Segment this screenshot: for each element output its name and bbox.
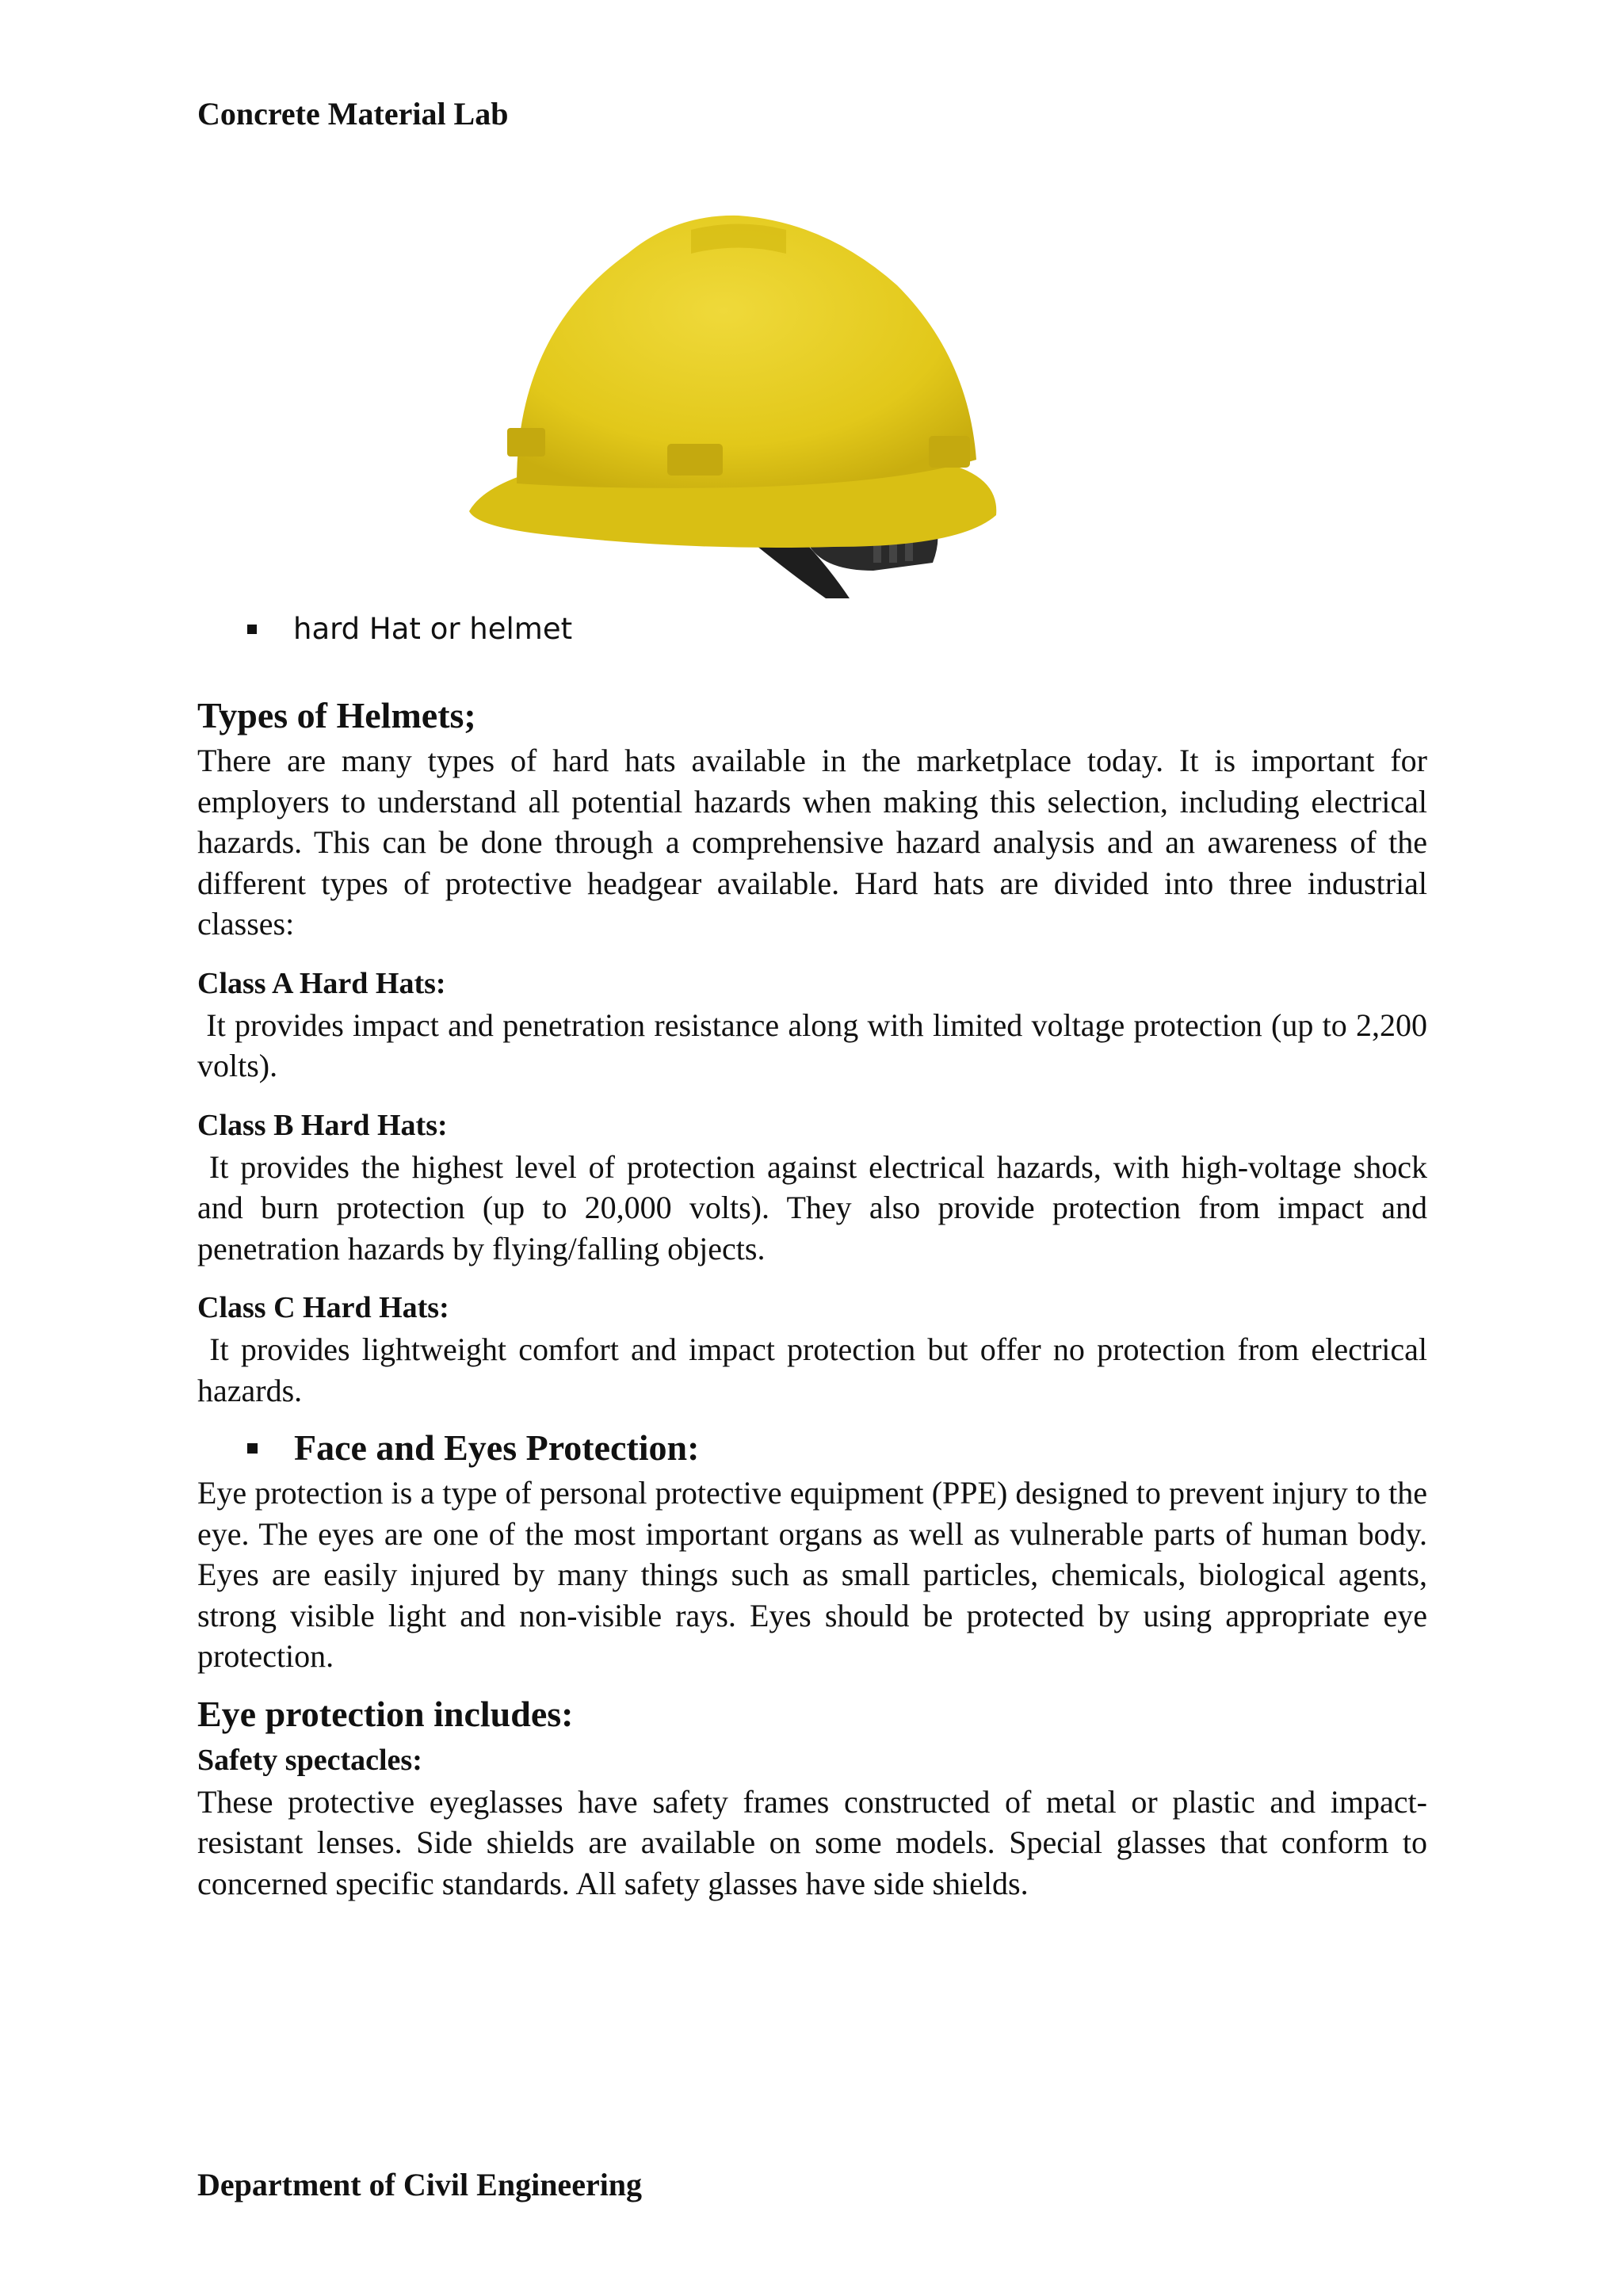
class-c-title: Class C Hard Hats: [197, 1291, 449, 1324]
types-intro-paragraph: There are many types of hard hats available in the marketplace today. It is important for employers to understand all potential hazards when making this selection, including electrical hazards. This can be done through a comprehensive hazard analysis and an awareness of the different types of protective headgear available. Hard hats are divided into three industrial classes: [197, 743, 1427, 942]
page-header: Concrete Material Lab [197, 96, 509, 132]
caption-text: hard Hat or helmet [293, 612, 573, 646]
class-c-text: It provides lightweight comfort and impact protection but offer no protection from electrical hazards. [197, 1331, 1427, 1408]
square-bullet-icon [247, 1443, 258, 1454]
class-b-title: Class B Hard Hats: [197, 1108, 448, 1142]
class-a-text: It provides impact and penetration resistance along with limited voltage protection (up to 2,200 volts). [197, 1007, 1428, 1083]
hard-hat-image [453, 198, 1000, 610]
face-eyes-heading-text: Face and Eyes Protection: [294, 1427, 700, 1468]
safety-spectacles-title: Safety spectacles: [197, 1743, 422, 1777]
square-bullet-icon [247, 625, 257, 634]
safety-spectacles-text: These protective eyeglasses have safety frames constructed of metal or plastic and impact-resistant lenses. Side shields are available on some models. Special glasses that conform to concerned specific standards. All safety glasses have side shields. [197, 1783, 1427, 1901]
types-of-helmets-heading: Types of Helmets; [197, 695, 476, 735]
face-eyes-heading [247, 1423, 1427, 1473]
helmet-caption [247, 612, 572, 646]
eye-protection-heading: Eye protection includes: [197, 1693, 574, 1734]
class-b-text: It provides the highest level of protection against electrical hazards, with high-voltage shock and burn protection (up to 20,000 volts). They also provide protection from impact and penetration hazards by flying/falling objects. [197, 1148, 1427, 1266]
class-a-title: Class A Hard Hats: [197, 966, 446, 1000]
main-content [197, 691, 1427, 1904]
page-footer: Department of Civil Engineering [197, 2167, 643, 2202]
helmet-shell [517, 216, 976, 488]
accessory-slot-center [667, 444, 723, 476]
accessory-slot-left [507, 428, 545, 457]
accessory-slot-right [929, 436, 970, 468]
face-eyes-paragraph: Eye protection is a type of personal protective equipment (PPE) designed to prevent injury to the eye. The eyes are one of the most important organs as well as vulnerable parts of human body. Eyes are easily injured by many things such as small particles, chemicals, biological agents, strong visible light and non-visible rays. Eyes should be protected by using appropriate eye protection. [197, 1475, 1427, 1674]
